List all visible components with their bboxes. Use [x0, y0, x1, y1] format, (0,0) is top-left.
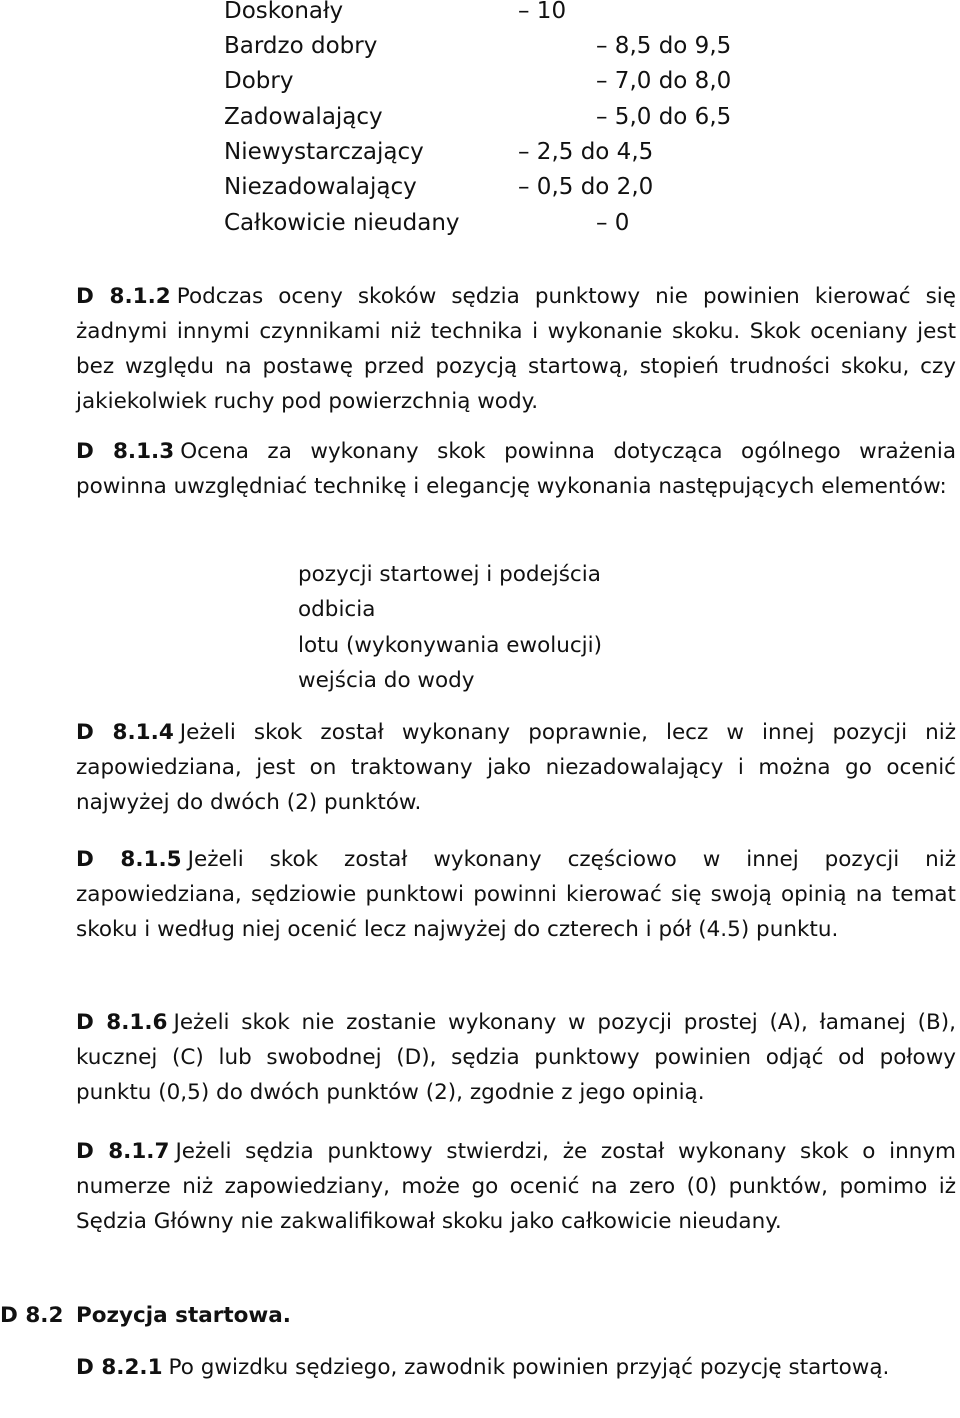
scale-value-3: – 7,0 do 8,0 [596, 68, 732, 94]
list-item: pozycji startowej i podejścia [298, 562, 601, 587]
rule-code: D 8.1.7 [76, 1139, 170, 1164]
rule-code: D 8.1.3 [76, 439, 175, 464]
rule-text: Podczas oceny skoków sędzia punktowy nie powinien kierować się żadnymi innymi czynnikami niż technika i wykonanie skoku. Skok oceniany jest bez względu na postawę przed pozycją startową, stopień trudności skoku, czy jakiekolwiek ruchy pod powierzchnią wody. [76, 284, 956, 414]
rule-8-1-7 [76, 1134, 956, 1239]
scale-label-7: Całkowicie nieudany [224, 210, 460, 236]
scale-value-4: – 5,0 do 6,5 [596, 104, 732, 130]
rule-text: Jeżeli skok został wykonany poprawnie, lecz w innej pozycji niż zapowiedziana, jest on traktowany jako niezadowalający i można go ocenić najwyżej do dwóch (2) punktów. [76, 720, 957, 815]
rule-8-1-3 [76, 434, 956, 504]
rule-text: Jeżeli skok nie zostanie wykonany w pozycji prostej (A), łamanej (B), kucznej (C) lub swobodnej (D), sędzia punktowy powinien odjąć od połowy punktu (0,5) do dwóch punktów (2), zgodnie z jego opinią. [76, 1010, 956, 1105]
scale-value-5: – 2,5 do 4,5 [518, 139, 654, 165]
rule-8-1-4 [76, 715, 956, 820]
section-title: Pozycja startowa. [76, 1303, 291, 1328]
scale-value-6: – 0,5 do 2,0 [518, 174, 654, 200]
rule-text: Jeżeli sędzia punktowy stwierdzi, że został wykonany skok o innym numerze niż zapowiedziany, może go ocenić na zero (0) punktów, pomimo iż Sędzia Główny nie zakwalifikował skoku jako całkowicie nieudany. [76, 1139, 956, 1234]
section-heading [0, 1298, 291, 1333]
rule-text: Jeżeli skok został wykonany częściowo w innej pozycji niż zapowiedziana, sędziowie punktowi powinni kierować się swoją opinią na temat skoku i według niej ocenić lecz najwyżej do czterech i pół (4.5) punktu. [76, 847, 957, 942]
rule-text: Po gwizdku sędziego, zawodnik powinien przyjąć pozycję startową. [168, 1355, 890, 1380]
scale-label-3: Dobry [224, 68, 294, 94]
scale-label-5: Niewystarczający [224, 139, 424, 165]
scale-label-4: Zadowalający [224, 104, 383, 130]
section-number: D 8.2 [0, 1303, 64, 1328]
rule-8-1-2 [76, 279, 956, 419]
scale-value-1: – 10 [518, 0, 567, 24]
scale-value-7: – 0 [596, 210, 630, 236]
rule-code: D 8.1.4 [76, 720, 174, 745]
rule-code: D 8.1.2 [76, 284, 171, 309]
list-item: wejścia do wody [298, 668, 475, 693]
rule-8-1-6 [76, 1005, 956, 1110]
scale-label-2: Bardzo dobry [224, 33, 378, 59]
scale-label-1: Doskonały [224, 0, 344, 24]
list-item: lotu (wykonywania ewolucji) [298, 633, 602, 658]
rule-8-2-1 [76, 1350, 956, 1385]
rule-text: Ocena za wykonany skok powinna dotycząca ogólnego wrażenia powinna uwzględniać technikę i elegancję wykonania następujących elementów: [76, 439, 956, 499]
rule-8-1-5 [76, 842, 956, 947]
scale-label-6: Niezadowalający [224, 174, 417, 200]
list-item: odbicia [298, 597, 376, 622]
rule-code: D 8.1.5 [76, 847, 182, 872]
scale-value-2: – 8,5 do 9,5 [596, 33, 732, 59]
rule-code: D 8.1.6 [76, 1010, 168, 1035]
rule-code: D 8.2.1 [76, 1355, 163, 1380]
